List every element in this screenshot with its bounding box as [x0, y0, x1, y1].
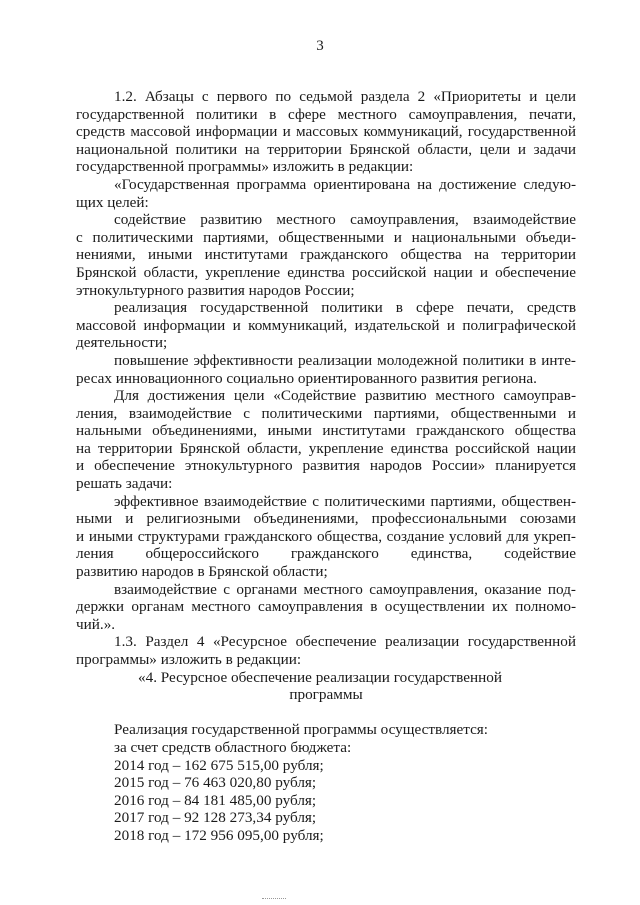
text-line: эффективное взаимодействие с политическими партиями, обществен- — [114, 492, 576, 510]
section-heading: «4. Ресурсное обеспечение реализации государственной — [138, 668, 502, 686]
section-heading: программы — [289, 686, 363, 704]
text-line: деятельности; — [76, 334, 168, 352]
text-line: национальной политики на территории Брянской области, цели и задачи — [76, 140, 576, 158]
budget-line: 2018 год – 172 956 095,00 рубля; — [114, 826, 324, 844]
text-line: на территории Брянской области, укрепление единства российской нации — [76, 439, 576, 457]
text-line: и обеспечение этнокультурного развития народов России» планируется — [76, 457, 576, 475]
budget-line: 2017 год – 92 128 273,34 рубля; — [114, 809, 317, 827]
document-body — [76, 88, 576, 845]
text-line: ресах инновационного социально ориентированного развития региона. — [76, 369, 537, 387]
text-line: Реализация государственной программы осуществляется: — [114, 721, 489, 739]
text-line: взаимодействие с органами местного самоуправления, оказание под- — [114, 580, 576, 598]
text-line: развитию народов в Брянской области; — [76, 563, 328, 581]
text-line: с политическими партиями, общественными и национальными объеди- — [76, 228, 576, 246]
text-line: содействие развитию местного самоуправления, взаимодействие — [114, 211, 576, 229]
text-line: и иными структурами гражданского общества, создание условий для укреп- — [76, 527, 576, 545]
scan-artifact — [262, 898, 286, 901]
text-line: за счет средств областного бюджета: — [114, 738, 352, 756]
text-line: реализация государственной политики в сфере печати, средств — [114, 299, 576, 317]
page-number: 3 — [316, 38, 324, 54]
text-line: «Государственная программа ориентирована на достижение следую- — [114, 175, 576, 193]
text-line: нальными объединениями, иными институтами гражданского общества — [76, 422, 576, 440]
budget-line: 2014 год – 162 675 515,00 рубля; — [114, 756, 324, 774]
text-line: 1.2. Абзацы с первого по седьмой раздела 2 «Приоритеты и цели — [114, 88, 576, 105]
text-line: государственной программы» изложить в редакции: — [76, 158, 414, 176]
text-line: держки органам местного самоуправления в осуществлении их полномо- — [76, 598, 576, 616]
text-line: государственной политики в сфере местного самоуправления, печати, — [76, 105, 576, 123]
text-line: этнокультурного развития народов России; — [76, 281, 355, 299]
text-line: массовой информации и коммуникаций, издательской и полиграфической — [76, 316, 576, 334]
text-line: Для достижения цели «Содействие развитию местного самоуправ- — [114, 387, 576, 405]
budget-line: 2016 год – 84 181 485,00 рубля; — [114, 791, 317, 809]
text-line: Брянской области, укрепление единства российской нации и обеспечение — [76, 263, 576, 281]
text-line: 1.3. Раздел 4 «Ресурсное обеспечение реализации государственной — [114, 633, 576, 651]
text-line: нениями, иными институтами гражданского общества на территории — [76, 246, 576, 264]
spacer — [76, 704, 576, 722]
text-line: решать задачи: — [76, 475, 173, 493]
text-line: ления общероссийского гражданского единства, содействие — [76, 545, 576, 563]
text-line: повышение эффективности реализации молодежной политики в инте- — [114, 351, 576, 369]
text-line: средств массовой информации и массовых коммуникаций, государственной — [76, 123, 576, 141]
text-line: ления, взаимодействие с политическими партиями, общественными и — [76, 404, 576, 422]
text-line: щих целей: — [76, 193, 149, 211]
budget-line: 2015 год – 76 463 020,80 рубля; — [114, 774, 317, 792]
text-line: программы» изложить в редакции: — [76, 651, 302, 668]
text-line: чий.». — [76, 615, 116, 633]
text-line: ными и религиозными объединениями, профессиональными союзами — [76, 510, 576, 528]
